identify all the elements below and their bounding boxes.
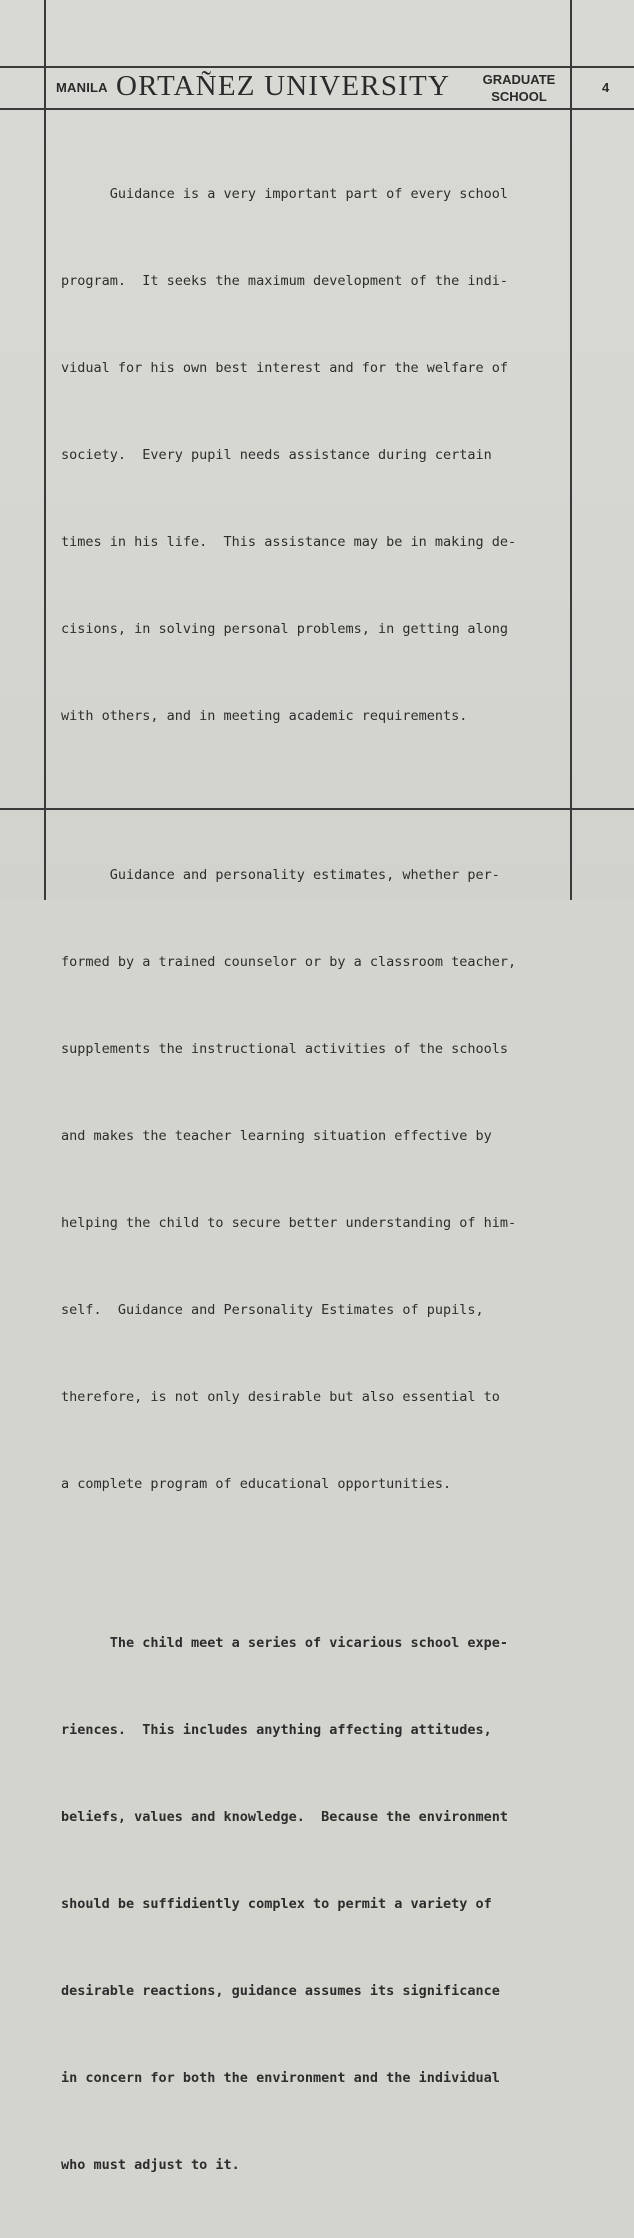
graduate-label: GRADUATE — [482, 72, 556, 87]
text-line: helping the child to secure better understanding of him- — [61, 1215, 517, 1231]
graduate-school-label — [479, 71, 559, 105]
text-line: self. Guidance and Personality Estimates of pupils, — [61, 1302, 484, 1318]
text-line: beliefs, values and knowledge. Because the environment — [61, 1809, 509, 1825]
text-line: program. It seeks the maximum development of the indi- — [61, 273, 509, 289]
text-line: supplements the instructional activities of the schools — [61, 1041, 509, 1057]
page-number: 4 — [602, 80, 610, 95]
body-text — [61, 122, 561, 2238]
city-label: MANILA — [56, 80, 108, 95]
text-line: society. Every pupil needs assistance during certain — [61, 447, 492, 463]
text-line: should be suffidiently complex to permit a variety of — [61, 1896, 492, 1912]
text-line: desirable reactions, guidance assumes its significance — [61, 1983, 500, 1999]
text-line: and makes the teacher learning situation effective by — [61, 1128, 492, 1144]
text-line: who must adjust to it. — [61, 2157, 240, 2173]
paragraph-3 — [61, 1571, 561, 2238]
school-label: SCHOOL — [491, 89, 547, 104]
header-bottom-rule — [0, 108, 634, 110]
text-line: vidual for his own best interest and for the welfare of — [61, 360, 509, 376]
university-name: ORTAÑEZ UNIVERSITY — [116, 70, 451, 102]
paragraph-1 — [61, 122, 561, 789]
text-line: riences. This includes anything affecting attitudes, — [61, 1722, 492, 1738]
text-line: a complete program of educational opportunities. — [61, 1476, 452, 1492]
right-margin-rule — [570, 0, 572, 900]
text-line: formed by a trained counselor or by a classroom teacher, — [61, 954, 517, 970]
text-line: therefore, is not only desirable but also essential to — [61, 1389, 500, 1405]
left-margin-rule — [44, 0, 46, 900]
text-line: in concern for both the environment and the individual — [61, 2070, 500, 2086]
text-line: with others, and in meeting academic requirements. — [61, 708, 468, 724]
text-line: Guidance is a very important part of every school — [61, 186, 509, 202]
text-line: Guidance and personality estimates, whether per- — [61, 867, 500, 883]
text-line: The child meet a series of vicarious school expe- — [61, 1635, 509, 1651]
paragraph-2 — [61, 803, 561, 1557]
letterhead — [46, 68, 570, 108]
text-line: times in his life. This assistance may be in making de- — [61, 534, 517, 550]
text-line: cisions, in solving personal problems, in getting along — [61, 621, 509, 637]
